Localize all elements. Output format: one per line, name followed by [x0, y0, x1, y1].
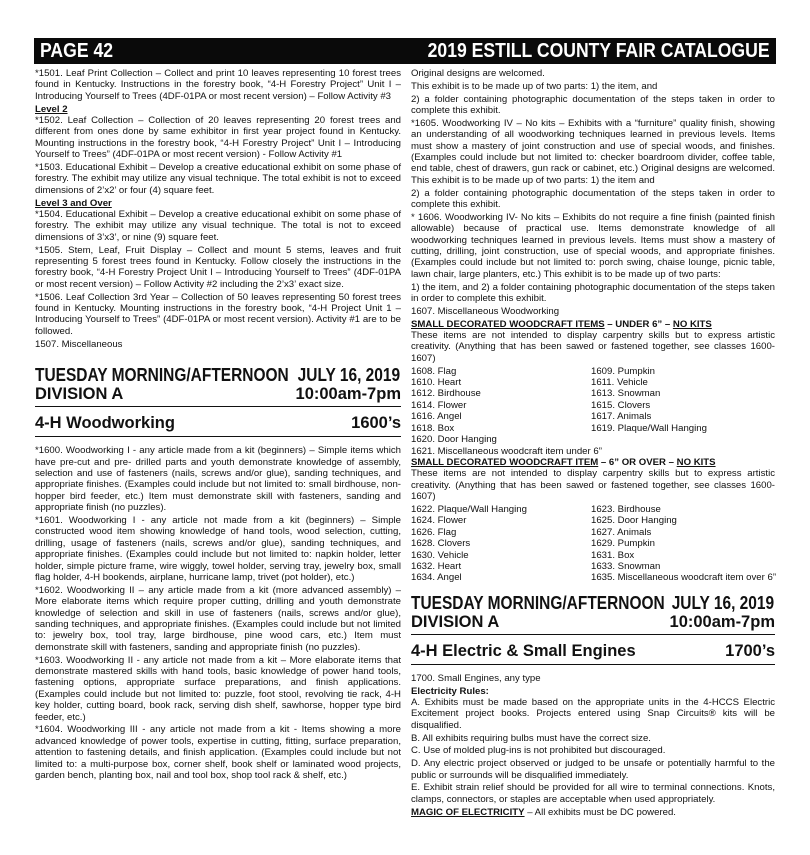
magic-of-electricity — [411, 807, 775, 818]
small-heading-part-c: NO KITS — [672, 318, 712, 330]
list-item: 1632. Heart — [411, 560, 462, 572]
list-item: 1624. Flower — [411, 515, 467, 527]
list-item: 1621. Miscellaneous woodcraft item under 6” — [411, 445, 602, 457]
electricity-rules-heading: Electricity Rules: — [411, 685, 489, 697]
rule-d: D. Any electric project observed or judged to be unsafe or potentially harmful to the public or surrounds will be disqualified immediately. — [411, 758, 775, 781]
entry-1502: *1502. Leaf Collection – Collection of 20 leaves representing 20 forest trees and different from ones done by same exhibitor in first year project found in Kentucky. Mounting instructions in the forestry book, “4-H Forestry Project” Unit I – Introducing Yourself to Trees” (4DF-01PA or most recent version) - Follow Activity #1 — [35, 115, 401, 161]
small-woodcraft-intro: These items are not intended to display carpentry skills but to express artistic creativity. (Anything that has been sawed or fastened together, see classes 1600-1607) — [411, 330, 775, 364]
list-item: 1622. Plaque/Wall Hanging — [411, 503, 527, 515]
magic-text: – All exhibits must be DC powered. — [524, 806, 676, 818]
small-heading-part-b: – UNDER 6” – — [604, 318, 673, 330]
list-item: 1612. Birdhouse — [411, 388, 481, 400]
small-woodcraft-list — [411, 366, 775, 434]
small-woodcraft-heading — [411, 319, 775, 330]
list-item: 1613. Snowman — [591, 388, 661, 400]
entry-1605: *1605. Woodworking IV – No kits – Exhibits with a “furniture” quality finish, showing an understanding of all woodworking techniques learned in previous levels. Items must show a mastery of joint construction and use of special woods, and finishes. (Examples could include but not limited to: checker boardroom divider, coffee table, end table, chest of drawers, gun rack or cabinet, etc.) Original designs are welcomed. This exhibit is to be made up of two parts: 1) the item and — [411, 117, 775, 186]
entry-1503: *1503. Educational Exhibit – Develop a creative educational exhibit on some phase of forestry. The exhibit may utilize any visual technique. The total exhibit is not to exceed dimensions of 2’x2’ or four (4) square feet. — [35, 162, 401, 196]
folder-note-2: 2) a folder containing photographic documentation of the steps taken in order to complete this exhibit. — [411, 187, 775, 211]
large-woodcraft-heading — [411, 457, 775, 468]
magic-label: MAGIC OF ELECTRICITY — [411, 806, 525, 818]
banner-day-row — [35, 366, 400, 385]
entry-1604: *1604. Woodworking III - any article not made from a kit - Items showing a more advanced knowledge of power tools, expertise in cutting, fitting, surface preparation, attention to fastening details, and finish application. (Examples could include but not limited to: a multi-purpose box, corner shelf, book shelf or laminated wood projects, garden bench, planting box, nail and tool box, shop tool rack & shelf, etc.) — [35, 724, 401, 782]
page-header — [34, 38, 776, 64]
banner-rule — [411, 634, 775, 635]
banner-division: DIVISION A — [35, 385, 124, 404]
left-column — [35, 68, 401, 783]
list-item: 1614. Flower — [411, 399, 467, 411]
list-item: 1635. Miscellaneous woodcraft item over 6” — [591, 572, 777, 584]
rule-e: E. Exhibit strain relief should be provided for all wire to terminal connections. Knots, clamps, connectors, or staples are acceptable when used appropriately. — [411, 782, 775, 805]
entry-1506: *1506. Leaf Collection 3rd Year – Collection of 50 leaves representing 50 forest trees found in Kentucky. Mounting instructions in the forestry book, “4-H Project Unit 1 – Introducing Yourself to Trees” (4DF-01PA or most recent version). Activity #1 are to be followed. — [35, 291, 401, 337]
large-heading-part-c: NO KITS — [676, 456, 716, 468]
list-item: 1609. Pumpkin — [591, 365, 655, 377]
entry-1600: *1600. Woodworking I - any article made from a kit (beginners) – Simple items which have pre-cut and pre- drilled parts and youth demonstrate knowledge of assembly, selection and use of fasteners (nails, screws and/or glue), sanding techniques, and appropriate finishes. (Examples could include but not limited to: small birdhouse, non-hopper bird feeder, etc.) Item must demonstrate skill with fasteners, sanding and appropriate finish (no puzzles). — [35, 445, 401, 514]
banner-classes: 1600’s — [351, 414, 401, 433]
banner-hours: 10:00am-7pm — [295, 385, 401, 404]
banner-division-row — [411, 613, 775, 632]
list-item: 1610. Heart — [411, 377, 462, 389]
original-designs-note: Original designs are welcomed. — [411, 68, 545, 79]
list-item: 1617. Animals — [591, 411, 652, 423]
banner-day: TUESDAY MORNING/AFTERNOON — [35, 365, 289, 386]
large-woodcraft-list — [411, 504, 775, 584]
banner-category: 4-H Woodworking — [35, 414, 175, 433]
list-item: 1626. Flag — [411, 526, 457, 538]
list-item: 1608. Flag — [411, 365, 457, 377]
list-item: 1628. Clovers — [411, 538, 471, 550]
catalogue-title: 2019 ESTILL COUNTY FAIR CATALOGUE — [428, 39, 770, 62]
list-item: 1634. Angel — [411, 572, 462, 584]
banner-rule-bottom — [411, 664, 775, 665]
banner-date: JULY 16, 2019 — [671, 592, 775, 613]
banner-date: JULY 16, 2019 — [297, 365, 401, 386]
banner-day-row — [411, 594, 774, 613]
rule-b: B. All exhibits requiring bulbs must have the correct size. — [411, 732, 651, 744]
list-item: 1615. Clovers — [591, 399, 651, 411]
right-column — [411, 68, 775, 819]
banner-division: DIVISION A — [411, 612, 500, 631]
level-2-heading: Level 2 — [35, 103, 68, 115]
electric-banner — [411, 594, 775, 665]
entry-1602: *1602. Woodworking II – any article made from a kit (more advanced assembly) – More elaborate items which require proper cutting, drilling and youth demonstrate knowledge of selection and skill in use of fasteners (nails, screws and/or glue), sanding techniques, and appropriate finishes. (Examples could include but not limited to: jewelry box, tool tray, large birdhouse, pine wood cars, etc.) Item must demonstrate skill with fasteners, sanding and appropriate finish (no puzzles). — [35, 584, 401, 653]
large-heading-part-b: – 6” OR OVER – — [598, 456, 677, 468]
list-item: 1629. Pumpkin — [591, 538, 655, 550]
large-heading-part-a: SMALL DECORATED WOODCRAFT ITEM — [411, 456, 599, 468]
banner-hours: 10:00am-7pm — [669, 612, 775, 631]
entry-1607: 1607. Miscellaneous Woodworking — [411, 305, 560, 317]
list-item: 1623. Birdhouse — [591, 503, 661, 515]
rule-a: A. Exhibits must be made based on the appropriate units in the 4-HCCS Electric Excitement project books. Projects entered using Snap Circuits® kits will be disqualified. — [411, 696, 775, 731]
banner-category-row — [411, 641, 775, 661]
list-item: 1616. Angel — [411, 411, 462, 423]
banner-day: TUESDAY MORNING/AFTERNOON — [411, 592, 665, 613]
list-item: 1630. Vehicle — [411, 549, 469, 561]
entry-1601: *1601. Woodworking I - any article not made from a kit (beginners) – Simple constructed wood item showing knowledge of hand tools, wood selection, cutting, drilling, usage of fasteners (nails, screws and/or glue), sanding techniques, and appropriate finishes. (Examples could include but not limited to: napkin holder, letter holder, simple picture frame, wire wiggly, towel holder, serving tray, jewelry box, small flag holder, 4-H bookends, airplane, hurricane lamp, trivet (pot holder), etc.) — [35, 514, 401, 583]
list-item: 1619. Plaque/Wall Hanging — [591, 422, 707, 434]
list-item: 1625. Door Hanging — [591, 515, 677, 527]
banner-rule — [35, 406, 401, 407]
list-item: 1611. Vehicle — [591, 377, 648, 389]
entry-1700: 1700. Small Engines, any type — [411, 672, 541, 684]
banner-category: 4-H Electric & Small Engines — [411, 641, 636, 660]
large-woodcraft-intro: These items are not intended to display carpentry skills but to express artistic creativity. (Anything that has been sawed or fastened together, see classes 1600-1607) — [411, 468, 775, 503]
level-3-heading: Level 3 and Over — [35, 197, 112, 209]
entry-1504: *1504. Educational Exhibit – Develop a creative educational exhibit on some phase of forestry. The exhibit may utilize any visual technique. The total is not to exceed dimensions of 3’x3’, or nine (9) square feet. — [35, 209, 401, 243]
woodworking-banner — [35, 366, 401, 437]
folder-note-3: 1) the item, and 2) a folder containing photographic documentation of the steps taken in order to complete this exhibit. — [411, 281, 775, 305]
folder-note: 2) a folder containing photographic documentation of the steps taken in order to complete this exhibit. — [411, 93, 775, 116]
small-heading-part-a: SMALL DECORATED WOODCRAFT ITEMS — [411, 318, 605, 330]
entry-1603: *1603. Woodworking II - any article not made from a kit – More elaborate items that demonstrate mastered skills with hand tools, basic knowledge of power hand tools, fastening options, appropriate surface preparations, and finish applications. (Examples could include but not limited to: puzzle, foot stool, revolving tie rack, 4-H key holder, cutting board, book rack, serving dish shelf, sawhorse, hopper type bird feeder, etc.) — [35, 654, 401, 723]
two-parts-note: This exhibit is to be made up of two parts: 1) the item, and — [411, 80, 658, 92]
list-item: 1631. Box — [591, 549, 635, 561]
banner-classes: 1700’s — [725, 641, 775, 660]
banner-category-row — [35, 413, 401, 433]
banner-rule-bottom — [35, 436, 401, 437]
entry-1501: *1501. Leaf Print Collection – Collect and print 10 leaves representing 10 forest trees found in Kentucky. Instructions in the forestry book, “4-H Forestry Project” Unit I – Introducing Yourself to Trees (4DF-01PA or most recent version) – Follow Activity #3 — [35, 68, 401, 102]
entry-1507: 1507. Miscellaneous — [35, 338, 123, 350]
banner-division-row — [35, 385, 401, 404]
list-item: 1620. Door Hanging — [411, 434, 497, 446]
entry-1606: * 1606. Woodworking IV- No kits – Exhibits do not require a fine finish (painted finish allowable) because of practical use. Items demonstrate knowledge of all woodworking techniques learned in previous levels. Items must show a mastery of cutting, drilling, joint construction, use of special woods, and appropriate finishes. (Examples could include but not limited to: porch swing, chaise lounge, picnic table, lawn chair, large planters, etc.) This exhibit is to be made up of two parts: — [411, 211, 775, 280]
rule-c: C. Use of molded plug-ins is not prohibited but discouraged. — [411, 745, 666, 757]
list-item: 1627. Animals — [591, 526, 652, 538]
entry-1505: *1505. Stem, Leaf, Fruit Display – Collect and mount 5 stems, leaves and fruit representing 5 forest trees found in Kentucky. Follow closely the instructions in the forestry book, “4-H Forestry Project Unit I – Introducing Yourself to Trees” (4DF-01PA or most recent version) – Follow Activity #2 including the 2’x3’ exact size. — [35, 244, 401, 290]
list-item: 1618. Box — [411, 422, 455, 434]
page-number: PAGE 42 — [40, 39, 114, 62]
list-item: 1633. Snowman — [591, 560, 661, 572]
